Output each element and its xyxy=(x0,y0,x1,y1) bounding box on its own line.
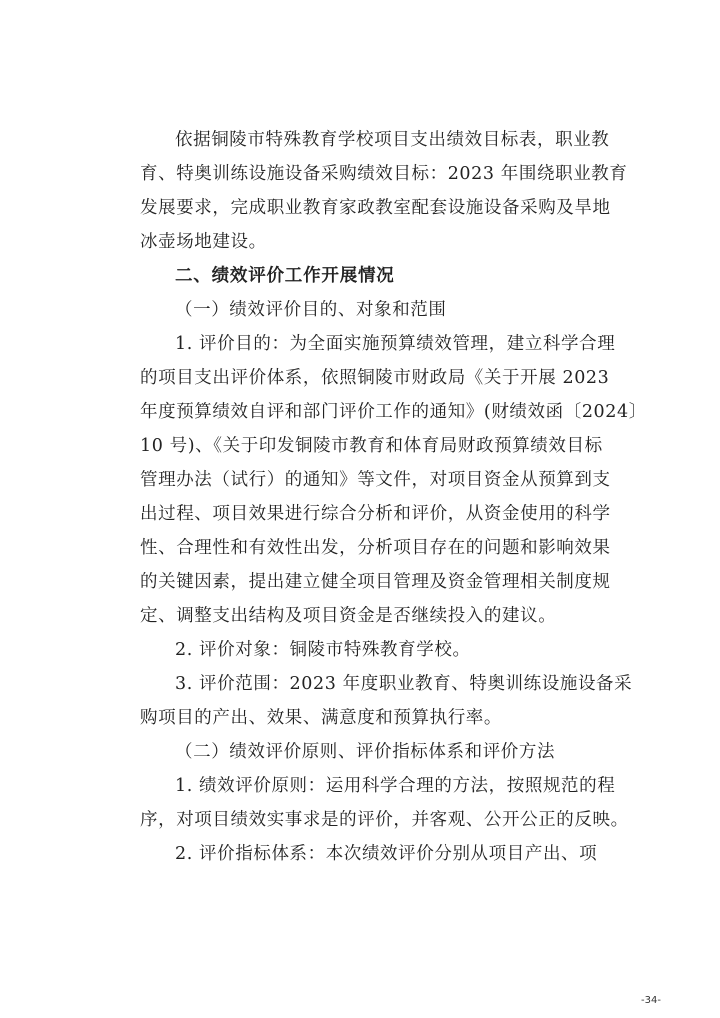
paragraph-line: 序，对项目绩效实事求是的评价，并客观、公开公正的反映。 xyxy=(140,810,629,830)
subsection-heading: （二）绩效评价原则、评价指标体系和评价方法 xyxy=(175,742,556,762)
paragraph-line: 育、特奥训练设施设备采购绩效目标：2023 年围绕职业教育 xyxy=(140,164,628,184)
paragraph-line: 性、合理性和有效性出发，分析项目存在的问题和影响效果 xyxy=(140,538,611,558)
paragraph-line: 冰壶场地建设。 xyxy=(140,232,267,252)
paragraph-line: 3. 评价范围：2023 年度职业教育、特奥训练设施设备采 xyxy=(175,674,633,694)
paragraph-line: 出过程、项目效果进行综合分析和评价，从资金使用的科学 xyxy=(140,504,611,524)
paragraph-line: 年度预算绩效自评和部门评价工作的通知》(财绩效函〔2024〕 xyxy=(140,402,647,422)
paragraph-line: 的项目支出评价体系，依照铜陵市财政局《关于开展 2023 xyxy=(140,368,610,388)
paragraph-line: 发展要求，完成职业教育家政教室配套设施设备采购及旱地 xyxy=(140,198,611,218)
paragraph-line: 10 号)、《关于印发铜陵市教育和体育局财政预算绩效目标 xyxy=(140,436,603,456)
paragraph-line: 的关键因素，提出建立健全项目管理及资金管理相关制度规 xyxy=(140,572,611,592)
paragraph-line: 定、调整支出结构及项目资金是否继续投入的建议。 xyxy=(140,606,557,626)
paragraph-line: 2. 评价对象：铜陵市特殊教育学校。 xyxy=(175,640,471,660)
paragraph-line: 1. 评价目的：为全面实施预算绩效管理，建立科学合理 xyxy=(175,334,616,354)
paragraph-line: 2. 评价指标体系：本次绩效评价分别从项目产出、项 xyxy=(175,844,598,864)
paragraph-line: 管理办法（试行）的通知》等文件，对项目资金从预算到支 xyxy=(140,470,611,490)
paragraph-line: 依据铜陵市特殊教育学校项目支出绩效目标表，职业教 xyxy=(175,130,610,150)
paragraph-line: 1. 绩效评价原则：运用科学合理的方法，按照规范的程 xyxy=(175,776,616,796)
subsection-heading: （一）绩效评价目的、对象和范围 xyxy=(175,300,447,320)
section-heading: 二、绩效评价工作开展情况 xyxy=(175,266,395,286)
page-number: -34- xyxy=(641,995,661,1006)
paragraph-line: 购项目的产出、效果、满意度和预算执行率。 xyxy=(140,708,502,728)
